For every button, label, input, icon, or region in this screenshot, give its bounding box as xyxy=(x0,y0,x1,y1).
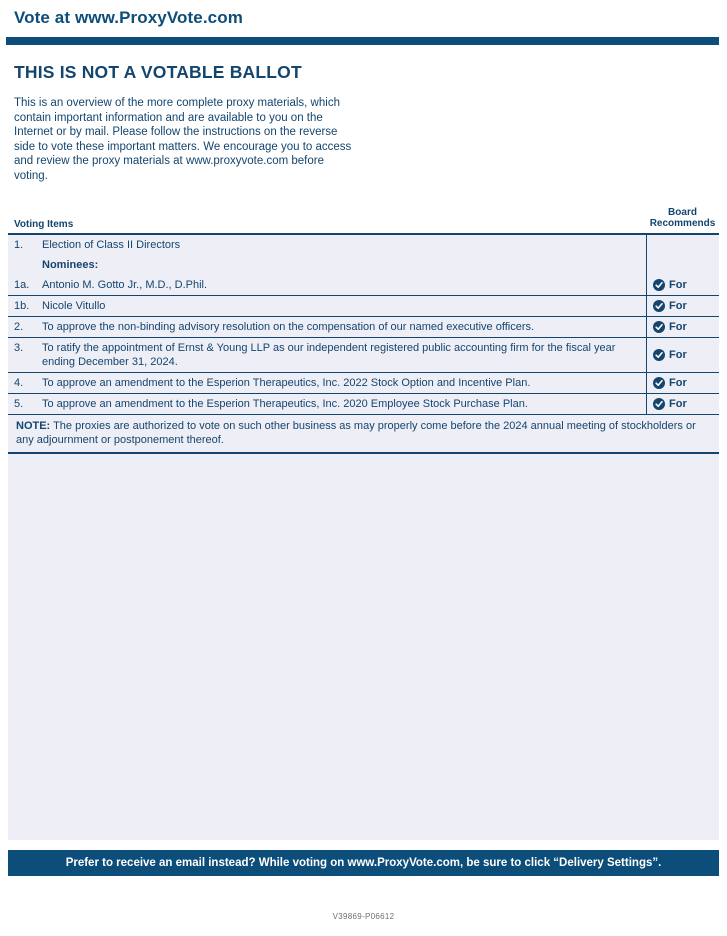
table-row xyxy=(8,373,719,394)
row-description: To approve an amendment to the Esperion Therapeutics, Inc. 2020 Employee Stock Purchase Plan. xyxy=(42,397,528,410)
table-row xyxy=(8,394,719,415)
note-row xyxy=(8,415,719,454)
row-number: 5. xyxy=(14,397,24,410)
check-circle-icon xyxy=(653,349,665,361)
page-header xyxy=(0,0,727,28)
row-board-recommendation xyxy=(646,275,719,295)
recommendation-label: For xyxy=(669,397,687,410)
control-number: V39869-P06612 xyxy=(332,911,395,921)
row-description: Antonio M. Gotto Jr., M.D., D.Phil. xyxy=(42,278,208,291)
voting-rows-container xyxy=(8,233,719,415)
intro-section xyxy=(0,45,727,184)
row-description: To approve the non-binding advisory resolution on the compensation of our named executive officers. xyxy=(42,320,535,333)
table-row xyxy=(8,255,719,275)
row-number xyxy=(8,255,42,275)
note-text: The proxies are authorized to vote on such other business as may properly come before the 2024 annual meeting of stockholders or any adjournment or postponement thereof. xyxy=(16,419,696,446)
table-row xyxy=(8,235,719,255)
row-description: Nominees: xyxy=(42,258,99,271)
check-circle-icon xyxy=(653,377,665,389)
row-board-recommendation xyxy=(646,235,719,255)
column-header-board-recommends xyxy=(646,207,719,230)
check-circle-icon xyxy=(653,300,665,312)
page-title: Vote at www.ProxyVote.com xyxy=(14,8,243,27)
column-header-voting-items: Voting Items xyxy=(14,218,74,230)
table-row xyxy=(8,338,719,373)
recommendation-label: For xyxy=(669,320,687,333)
voting-items-table xyxy=(8,207,719,840)
row-number: 1b. xyxy=(14,299,30,312)
header-divider-bar xyxy=(6,37,719,45)
row-description: Election of Class II Directors xyxy=(42,238,181,251)
recommendation-label: For xyxy=(669,278,687,291)
row-number: 1. xyxy=(14,238,24,251)
row-number: 1a. xyxy=(14,278,30,291)
blank-panel-area xyxy=(8,454,719,840)
not-votable-ballot-heading: THIS IS NOT A VOTABLE BALLOT xyxy=(14,62,302,82)
delivery-settings-banner[interactable]: Prefer to receive an email instead? While voting on www.ProxyVote.com, be sure to click “Delivery Settings”. xyxy=(8,850,719,876)
row-board-recommendation xyxy=(646,317,719,337)
table-row xyxy=(8,317,719,338)
row-number: 3. xyxy=(14,341,24,354)
row-board-recommendation xyxy=(646,296,719,316)
check-circle-icon xyxy=(653,398,665,410)
row-board-recommendation xyxy=(646,394,719,414)
row-number: 4. xyxy=(14,376,24,389)
recommendation-label: For xyxy=(669,299,687,312)
table-column-headers xyxy=(8,207,719,233)
recommendation-label: For xyxy=(669,376,687,389)
board-recommends-line2: Recommends xyxy=(649,218,716,230)
row-board-recommendation xyxy=(646,338,719,372)
table-row xyxy=(8,296,719,317)
row-description: Nicole Vitullo xyxy=(42,299,106,312)
board-recommends-line1: Board xyxy=(668,206,697,218)
row-description: To ratify the appointment of Ernst & Young LLP as our independent registered public accounting firm for the fiscal year ending December 31, 2024. xyxy=(42,341,616,368)
recommendation-label: For xyxy=(669,348,687,361)
row-board-recommendation xyxy=(646,255,719,275)
intro-paragraph: This is an overview of the more complete proxy materials, which contain important information and are available to you on the Internet or by mail. Please follow the instructions on the reverse side to vote these important matters. We encourage you to access and review the proxy materials at www.proxyvote.com before voting. xyxy=(14,97,352,182)
table-row xyxy=(8,275,719,296)
row-board-recommendation xyxy=(646,373,719,393)
row-description: To approve an amendment to the Esperion Therapeutics, Inc. 2022 Stock Option and Incentive Plan. xyxy=(42,376,531,389)
note-label: NOTE: xyxy=(16,419,51,432)
check-circle-icon xyxy=(653,279,665,291)
check-circle-icon xyxy=(653,321,665,333)
row-number: 2. xyxy=(14,320,24,333)
